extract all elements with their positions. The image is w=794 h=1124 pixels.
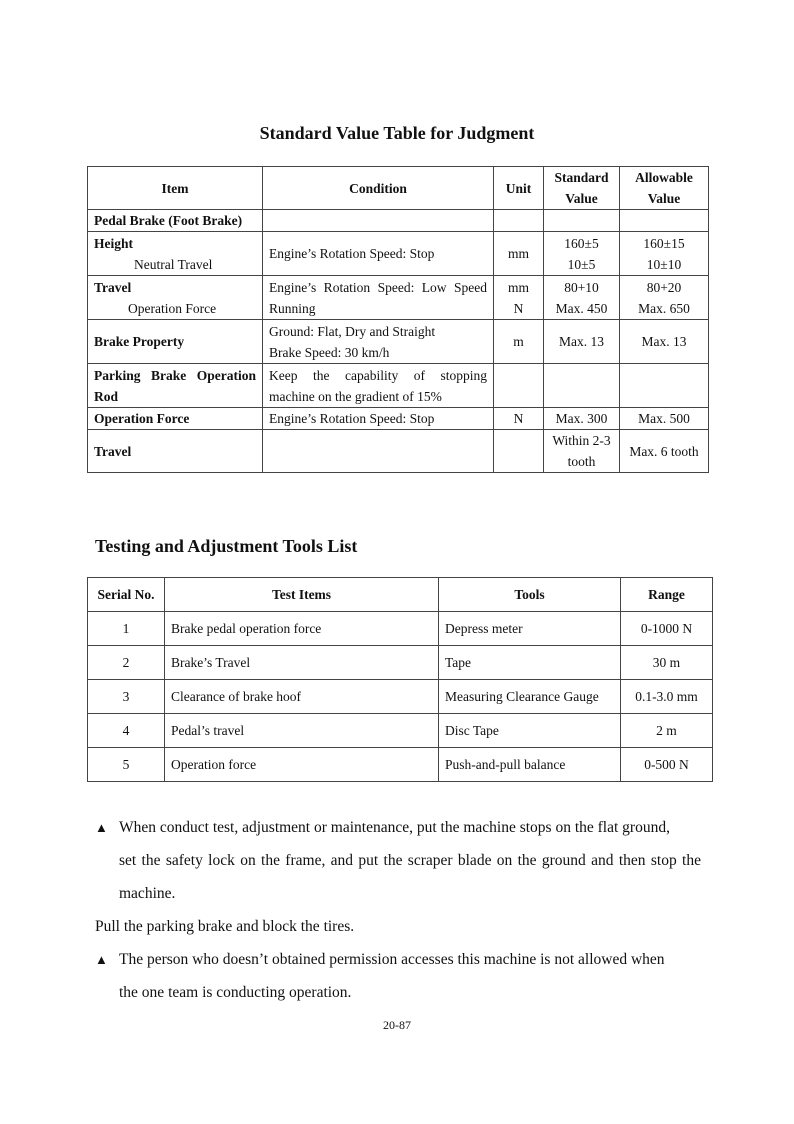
unit-cell: m [494,320,544,364]
unit-cell: mm N [494,276,544,320]
parking-brake-note: Pull the parking brake and block the tires. [95,918,355,935]
range-cell: 0-500 N [621,748,713,782]
item-cell: Travel Operation Force [88,276,263,320]
tool-cell: Disc Tape [439,714,621,748]
condition-cell: Keep the capability of stopping machine on the gradient of 15% [263,364,494,408]
page-number: 20-87 [383,1018,411,1032]
serial-cell: 4 [88,714,165,748]
item-cell: Brake Property [88,320,263,364]
table-row [88,364,709,408]
range-cell: 0.1-3.0 mm [621,680,713,714]
table-row [88,408,709,430]
safety-note-2: ▲ The person who doesn’t obtained permission accesses this machine is not allowed when the one team is conducting operation. [95,943,701,1009]
allowable-cell [620,364,709,408]
test-item-cell: Operation force [165,748,439,782]
standard-cell: 160±5 10±5 [544,232,620,276]
table-header-row [88,167,709,210]
standard-value-table-title: Standard Value Table for Judgment [259,123,535,143]
item-cell: Travel [88,430,263,473]
table-row [88,210,709,232]
allowable-cell: Max. 13 [620,320,709,364]
test-item-cell: Pedal’s travel [165,714,439,748]
header-serial-no: Serial No. [88,578,165,612]
table-row [88,232,709,276]
tool-cell: Depress meter [439,612,621,646]
table-row [88,430,709,473]
range-cell: 0-1000 N [621,612,713,646]
condition-cell: Engine’s Rotation Speed: Low Speed Running [263,276,494,320]
standard-cell: 80+10 Max. 450 [544,276,620,320]
table-row [88,680,713,714]
standard-cell: Max. 300 [544,408,620,430]
allowable-cell: Max. 500 [620,408,709,430]
condition-cell [263,430,494,473]
table-row [88,646,713,680]
serial-cell: 3 [88,680,165,714]
range-cell: 30 m [621,646,713,680]
tool-cell: Tape [439,646,621,680]
table-row [88,714,713,748]
header-tools: Tools [439,578,621,612]
allowable-cell: 80+20 Max. 650 [620,276,709,320]
tool-cell: Push-and-pull balance [439,748,621,782]
warning-triangle-icon: ▲ [95,820,108,835]
item-cell: Height Neutral Travel [88,232,263,276]
serial-cell: 5 [88,748,165,782]
standard-cell: Max. 13 [544,320,620,364]
header-standard-value: Standard Value [544,167,620,210]
warning-triangle-icon: ▲ [95,952,108,967]
header-condition: Condition [263,167,494,210]
header-item: Item [88,167,263,210]
standard-value-table [87,166,709,473]
test-item-cell: Brake’s Travel [165,646,439,680]
table-row [88,276,709,320]
unit-cell: mm [494,232,544,276]
tools-list-title: Testing and Adjustment Tools List [95,536,358,556]
unit-cell [494,364,544,408]
serial-cell: 1 [88,612,165,646]
header-unit: Unit [494,167,544,210]
allowable-cell: Max. 6 tooth [620,430,709,473]
safety-note-1: ▲ When conduct test, adjustment or maintenance, put the machine stops on the flat ground, set the safety lock on the frame, and put the scraper blade on the ground and then stop the machine. [95,811,701,910]
allowable-cell: 160±15 10±10 [620,232,709,276]
unit-cell [494,430,544,473]
unit-cell: N [494,408,544,430]
table-row [88,612,713,646]
item-cell: Operation Force [88,408,263,430]
condition-cell: Engine’s Rotation Speed: Stop [263,232,494,276]
range-cell: 2 m [621,714,713,748]
unit-cell [494,210,544,232]
condition-cell: Engine’s Rotation Speed: Stop [263,408,494,430]
item-cell: Parking Brake Operation Rod [88,364,263,408]
serial-cell: 2 [88,646,165,680]
header-test-items: Test Items [165,578,439,612]
header-range: Range [621,578,713,612]
table-row [88,748,713,782]
tool-cell: Measuring Clearance Gauge [439,680,621,714]
standard-cell [544,210,620,232]
item-cell: Pedal Brake (Foot Brake) [88,210,263,232]
test-item-cell: Brake pedal operation force [165,612,439,646]
allowable-cell [620,210,709,232]
test-item-cell: Clearance of brake hoof [165,680,439,714]
condition-cell [263,210,494,232]
tools-header-row [88,578,713,612]
condition-cell: Ground: Flat, Dry and Straight Brake Speed: 30 km/h [263,320,494,364]
header-allowable-value: Allowable Value [620,167,709,210]
tools-list-table [87,577,713,782]
table-row [88,320,709,364]
standard-cell: Within 2-3 tooth [544,430,620,473]
standard-cell [544,364,620,408]
